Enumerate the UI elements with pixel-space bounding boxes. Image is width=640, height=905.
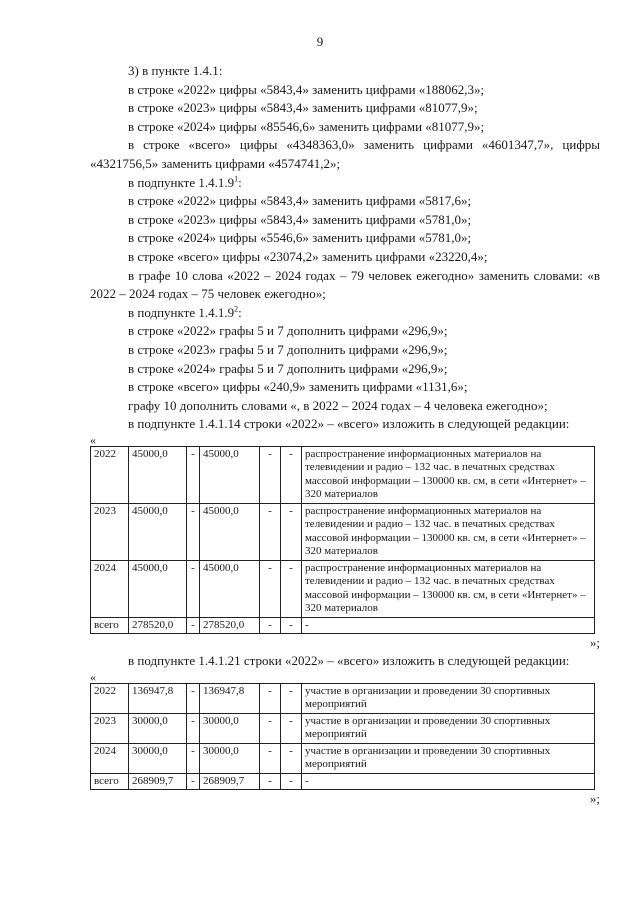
year-cell: 2024 <box>91 743 129 773</box>
other-cell: - <box>281 617 302 634</box>
federal-cell: - <box>187 560 200 617</box>
table-1-4-1-21 <box>90 683 595 791</box>
amendment-paragraph <box>90 99 600 118</box>
paragraph-text: в строке «2022» цифры «5843,4» заменить цифрами «5817,6»; <box>128 193 472 209</box>
total-cell: 136947,8 <box>129 683 187 713</box>
paragraph-text: в строке «2024» цифры «85546,6» заменить цифрами «81077,9»; <box>128 118 485 134</box>
table1-close-quote: »; <box>589 635 600 651</box>
amendment-paragraphs <box>90 62 600 434</box>
document-body <box>90 62 600 808</box>
regional-cell: 30000,0 <box>200 743 260 773</box>
table-row <box>91 683 595 713</box>
paragraph-text: в подпункте 1.4.1.9 <box>128 304 235 320</box>
year-cell: всего <box>91 617 129 634</box>
paragraph-text: в графе 10 слова «2022 – 2024 годах – 79 человек ежегодно» заменить словами: «в 2022 – 2024 годах – 75 человек ежегодно»; <box>90 267 600 302</box>
description-cell: - <box>302 617 595 634</box>
paragraph-tail: : <box>238 304 242 320</box>
amendment-paragraph <box>90 211 600 230</box>
other-cell: - <box>281 446 302 503</box>
table-row <box>91 773 595 790</box>
other-cell: - <box>281 743 302 773</box>
paragraph-text: в строке «2023» цифры «5843,4» заменить цифрами «5781,0»; <box>128 211 472 227</box>
description-cell: распространение информационных материалов на телевидении и радио – 132 час. в печатных средствах массовой информации – 130000 кв. см, в сети «Интернет» – 320 материалов <box>302 446 595 503</box>
year-cell: всего <box>91 773 129 790</box>
amendment-paragraph <box>90 267 600 304</box>
paragraph-text: в строке «2023» цифры «5843,4» заменить цифрами «81077,9»; <box>128 100 478 116</box>
amendment-paragraph <box>90 322 600 341</box>
description-cell: участие в организации и проведении 30 спортивных мероприятий <box>302 743 595 773</box>
amendment-paragraph <box>90 229 600 248</box>
description-cell: участие в организации и проведении 30 спортивных мероприятий <box>302 683 595 713</box>
amendment-paragraph <box>90 378 600 397</box>
paragraph-text: в строке «2023» графы 5 и 7 дополнить цифрами «296,9»; <box>128 341 448 357</box>
amendment-paragraph <box>90 304 600 323</box>
table2-close-quote: »; <box>589 791 600 807</box>
amendment-paragraph <box>90 118 600 137</box>
local-cell: - <box>260 560 281 617</box>
total-cell: 30000,0 <box>129 743 187 773</box>
table-row <box>91 617 595 634</box>
regional-cell: 30000,0 <box>200 713 260 743</box>
paragraph-text: в строке «2024» графы 5 и 7 дополнить цифрами «296,9»; <box>128 360 448 376</box>
description-cell: - <box>302 773 595 790</box>
federal-cell: - <box>187 503 200 560</box>
federal-cell: - <box>187 446 200 503</box>
description-cell: распространение информационных материалов на телевидении и радио – 132 час. в печатных средствах массовой информации – 130000 кв. см, в сети «Интернет» – 320 материалов <box>302 503 595 560</box>
other-cell: - <box>281 560 302 617</box>
table-row <box>91 713 595 743</box>
federal-cell: - <box>187 713 200 743</box>
total-cell: 268909,7 <box>129 773 187 790</box>
amendment-paragraph <box>90 341 600 360</box>
regional-cell: 45000,0 <box>200 503 260 560</box>
paragraph-text: в строке «2024» цифры «5546,6» заменить цифрами «5781,0»; <box>128 230 472 246</box>
paragraph-text: в строке «всего» цифры «4348363,0» заменить цифрами «4601347,7», цифры «4321756,5» заменить цифрами «4574741,2»; <box>90 137 600 171</box>
total-cell: 30000,0 <box>129 713 187 743</box>
regional-cell: 45000,0 <box>200 560 260 617</box>
table-row <box>91 446 595 503</box>
table2-open-quote: « <box>90 669 96 684</box>
amendment-paragraph <box>90 360 600 379</box>
federal-cell: - <box>187 773 200 790</box>
paragraph-text: в строке «всего» цифры «23074,2» заменить цифрами «23220,4»; <box>128 248 488 264</box>
paragraph-text: в строке «2022» графы 5 и 7 дополнить цифрами «296,9»; <box>128 323 448 339</box>
amendment-paragraph <box>90 81 600 100</box>
paragraph-text: в строке «всего» цифры «240,9» заменить цифрами «1131,6»; <box>128 379 468 395</box>
other-cell: - <box>281 683 302 713</box>
year-cell: 2022 <box>91 683 129 713</box>
year-cell: 2024 <box>91 560 129 617</box>
total-cell: 45000,0 <box>129 560 187 617</box>
amendment-paragraph <box>90 136 600 173</box>
table-row <box>91 560 595 617</box>
paragraph-text: в строке «2022» цифры «5843,4» заменить цифрами «188062,3»; <box>128 81 485 97</box>
footnote-superscript: 1 <box>234 174 239 184</box>
federal-cell: - <box>187 617 200 634</box>
regional-cell: 136947,8 <box>200 683 260 713</box>
year-cell: 2023 <box>91 713 129 743</box>
total-cell: 45000,0 <box>129 446 187 503</box>
regional-cell: 45000,0 <box>200 446 260 503</box>
other-cell: - <box>281 773 302 790</box>
table-row <box>91 743 595 773</box>
description-cell: распространение информационных материалов на телевидении и радио – 132 час. в печатных средствах массовой информации – 130000 кв. см, в сети «Интернет» – 320 материалов <box>302 560 595 617</box>
local-cell: - <box>260 446 281 503</box>
table-1-4-1-14 <box>90 446 595 635</box>
paragraph-1-4-1-21: в подпункте 1.4.1.21 строки «2022» – «всего» изложить в следующей редакции: <box>128 653 570 669</box>
amendment-paragraph <box>90 248 600 267</box>
table1-open-quote: « <box>90 432 96 447</box>
paragraph-text: 3) в пункте 1.4.1: <box>128 63 223 78</box>
other-cell: - <box>281 503 302 560</box>
amendment-paragraph <box>90 397 600 416</box>
other-cell: - <box>281 713 302 743</box>
amendment-paragraph <box>90 192 600 211</box>
total-cell: 45000,0 <box>129 503 187 560</box>
description-cell: участие в организации и проведении 30 спортивных мероприятий <box>302 713 595 743</box>
local-cell: - <box>260 683 281 713</box>
regional-cell: 278520,0 <box>200 617 260 634</box>
total-cell: 278520,0 <box>129 617 187 634</box>
regional-cell: 268909,7 <box>200 773 260 790</box>
year-cell: 2022 <box>91 446 129 503</box>
paragraph-text: в подпункте 1.4.1.9 <box>128 174 235 190</box>
amendment-paragraph <box>90 174 600 193</box>
paragraph-text: в подпункте 1.4.1.14 строки «2022» – «всего» изложить в следующей редакции: <box>128 416 570 432</box>
federal-cell: - <box>187 743 200 773</box>
amendment-paragraph <box>90 62 600 81</box>
table-row <box>91 503 595 560</box>
year-cell: 2023 <box>91 503 129 560</box>
local-cell: - <box>260 617 281 634</box>
local-cell: - <box>260 713 281 743</box>
local-cell: - <box>260 503 281 560</box>
local-cell: - <box>260 773 281 790</box>
footnote-superscript: 2 <box>234 304 239 314</box>
amendment-paragraph <box>90 415 600 434</box>
paragraph-tail: : <box>238 174 242 190</box>
page-number: 9 <box>316 34 324 49</box>
federal-cell: - <box>187 683 200 713</box>
paragraph-text: графу 10 дополнить словами «, в 2022 – 2024 годах – 4 человека ежегодно»; <box>128 397 548 413</box>
local-cell: - <box>260 743 281 773</box>
